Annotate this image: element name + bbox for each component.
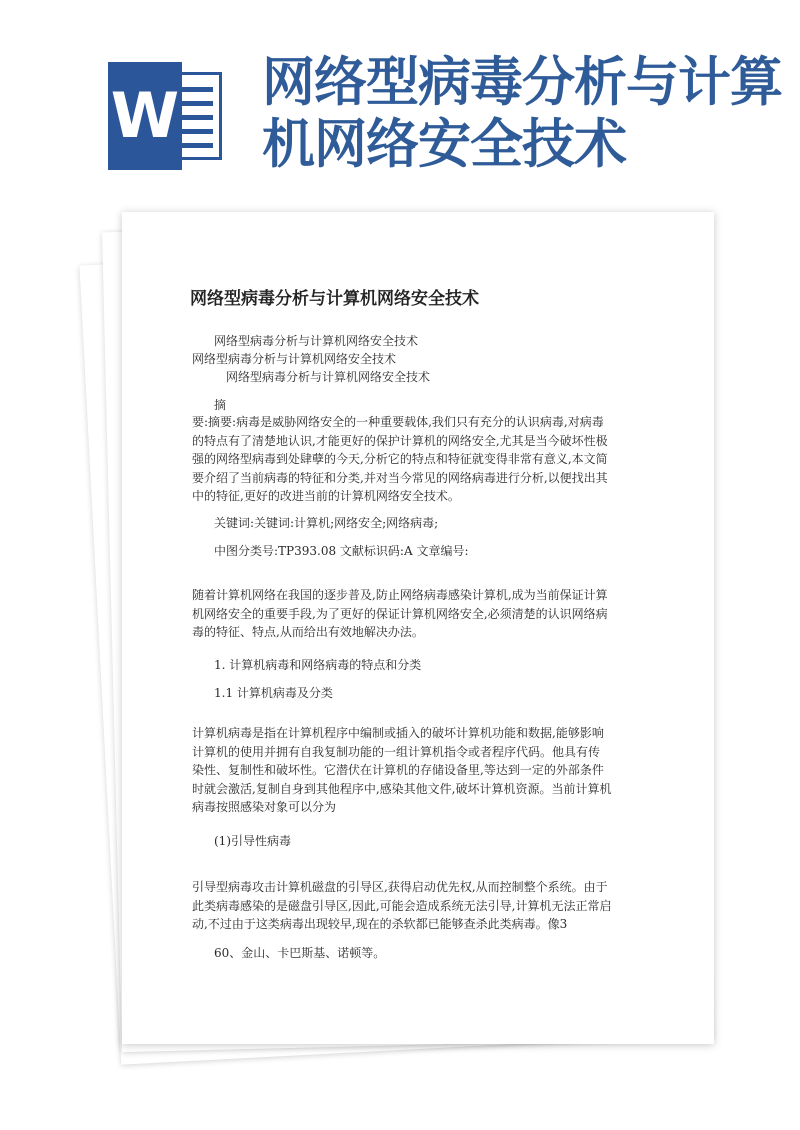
boot-virus-paragraph bbox=[192, 878, 662, 934]
text-line: 中的特征,更好的改进当前的计算机网络安全技术。 bbox=[192, 489, 460, 503]
text-line: 病毒按照感染对象可以分为 bbox=[192, 800, 337, 814]
document-title: 网络型病毒分析与计算机网络安全技术 bbox=[190, 289, 479, 309]
page-title: 网络型病毒分析与计算机网络安全技术 bbox=[262, 52, 782, 175]
header bbox=[0, 0, 800, 210]
subtitle-line: 网络型病毒分析与计算机网络安全技术 bbox=[192, 352, 397, 366]
subtitle-line: 网络型病毒分析与计算机网络安全技术 bbox=[226, 370, 431, 384]
text-line: 强的网络型病毒到处肆孽的今天,分析它的特点和特征就变得非常有意义,本文简 bbox=[192, 452, 608, 466]
text-line: 要介绍了当前病毒的特征和分类,并对当今常见的网络病毒进行分析,以便找出其 bbox=[192, 470, 608, 485]
text-line: 计算机病毒是指在计算机程序中编制或插入的破坏计算机功能和数据,能够影响 bbox=[192, 726, 604, 740]
text-line: 的特点有了清楚地认识,才能更好的保护计算机的网络安全,尤其是当今破坏性极 bbox=[192, 433, 608, 448]
abstract-paragraph bbox=[192, 413, 662, 506]
text-line: 引导型病毒攻击计算机磁盘的引导区,获得启动优先权,从而控制整个系统。由于 bbox=[192, 880, 608, 894]
text-line: 动,不过由于这类病毒出现较早,现在的杀软都已能够查杀此类病毒。像3 bbox=[192, 917, 568, 931]
abstract-heading: 摘 bbox=[214, 398, 227, 412]
list-item-heading: (1)引导性病毒 bbox=[214, 834, 291, 848]
text-line: 机网络安全的重要手段,为了更好的保证计算机网络安全,必须清楚的认识网络病 bbox=[192, 606, 608, 621]
subsection-heading: 1.1 计算机病毒及分类 bbox=[214, 686, 333, 700]
keywords: 关键词:关键词:计算机;网络安全;网络病毒; bbox=[214, 516, 439, 530]
section-heading: 1. 计算机病毒和网络病毒的特点和分类 bbox=[214, 658, 422, 672]
document-page bbox=[122, 212, 714, 1044]
text-line: 此类病毒感染的是磁盘引导区,因此,可能会造成系统无法引导,计算机无法正常启 bbox=[192, 898, 612, 913]
virus-definition-paragraph bbox=[192, 724, 662, 817]
text-line: 染性、复制性和破坏性。它潜伏在计算机的存储设备里,等达到一定的外部条件 bbox=[192, 763, 604, 777]
text-line: 时就会激活,复制自身到其他程序中,感染其他文件,破坏计算机资源。当前计算机 bbox=[192, 781, 612, 796]
subtitle-line: 网络型病毒分析与计算机网络安全技术 bbox=[214, 334, 419, 348]
text-line: 60、金山、卡巴斯基、诺顿等。 bbox=[214, 946, 386, 960]
intro-paragraph bbox=[192, 586, 662, 642]
word-logo-letter: W bbox=[108, 62, 182, 170]
text-line: 随着计算机网络在我国的逐步普及,防止网络病毒感染计算机,成为当前保证计算 bbox=[192, 588, 608, 602]
text-line: 计算机的使用并拥有自我复制功能的一组计算机指令或者程序代码。他具有传 bbox=[192, 744, 601, 759]
text-line: 要:摘要:病毒是威胁网络安全的一种重要载体,我们只有充分的认识病毒,对病毒 bbox=[192, 415, 604, 429]
classification-line: 中图分类号:TP393.08 文献标识码:A 文章编号: bbox=[214, 544, 469, 558]
word-logo-icon bbox=[108, 62, 222, 170]
text-line: 毒的特征、特点,从而给出有效地解决办法。 bbox=[192, 625, 424, 639]
